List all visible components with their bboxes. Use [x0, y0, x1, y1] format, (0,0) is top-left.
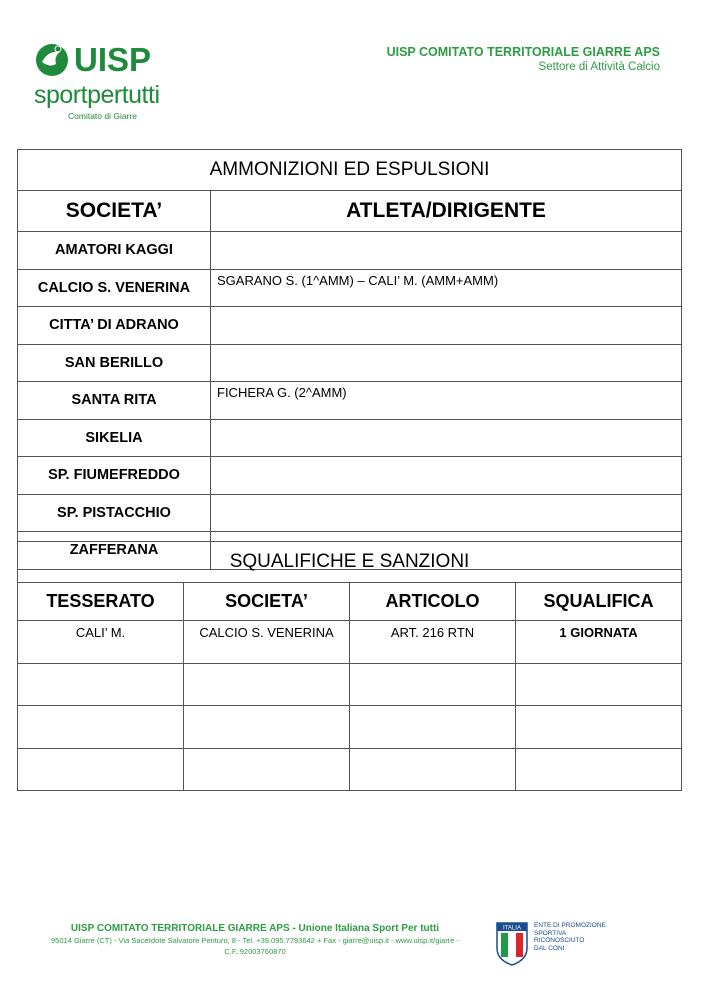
coni-label: ITALIA — [503, 925, 521, 932]
coni-text — [534, 922, 606, 952]
person-cell — [211, 307, 682, 345]
org-sector: Settore di Attività Calcio — [538, 61, 660, 73]
table-row — [18, 307, 682, 345]
article-cell — [350, 748, 516, 791]
team-cell — [184, 706, 350, 749]
table-row — [18, 269, 682, 307]
person-cell — [211, 457, 682, 495]
team-cell: SP. FIUMEFREDDO — [18, 457, 211, 495]
table-row — [18, 621, 682, 664]
table-row — [18, 419, 682, 457]
penalty-cell — [516, 706, 682, 749]
person-cell — [211, 232, 682, 270]
team-cell — [184, 748, 350, 791]
sanctions-title: SQUALIFICHE E SANZIONI — [18, 542, 682, 583]
coni-shield-icon — [496, 922, 528, 966]
team-cell: CALCIO S. VENERINA — [184, 621, 350, 664]
uisp-runner-icon — [34, 42, 70, 78]
sanctions-header-penalty: SQUALIFICA — [516, 583, 682, 621]
team-cell: CITTA’ DI ADRANO — [18, 307, 211, 345]
logo-committee: Comitato di Giarre — [68, 111, 137, 121]
penalty-cell: 1 GIORNATA — [516, 621, 682, 664]
logo-brand: UISP — [74, 41, 152, 78]
org-name: UISP COMITATO TERRITORIALE GIARRE APS — [386, 45, 660, 59]
team-cell: SANTA RITA — [18, 382, 211, 420]
sanctions-header-article: ARTICOLO — [350, 583, 516, 621]
table-row — [18, 232, 682, 270]
team-cell: ZAFFERANA — [18, 532, 211, 570]
team-cell — [184, 663, 350, 706]
warnings-table — [17, 149, 682, 570]
article-cell — [350, 663, 516, 706]
table-row — [18, 706, 682, 749]
warnings-title: AMMONIZIONI ED ESPULSIONI — [18, 150, 682, 191]
member-cell: CALI’ M. — [18, 621, 184, 664]
organization-header — [387, 44, 660, 75]
page-footer — [30, 922, 480, 957]
person-cell — [211, 344, 682, 382]
coni-text-line: DAL CONI — [534, 944, 565, 952]
sanctions-table — [17, 541, 682, 791]
member-cell — [18, 748, 184, 791]
uisp-logo — [32, 40, 182, 126]
sanctions-header-team: SOCIETA’ — [184, 583, 350, 621]
team-cell: SP. PISTACCHIO — [18, 494, 211, 532]
table-row — [18, 494, 682, 532]
member-cell — [18, 663, 184, 706]
team-cell: AMATORI KAGGI — [18, 232, 211, 270]
table-row — [18, 344, 682, 382]
person-cell: FICHERA G. (2^AMM) — [211, 382, 682, 420]
team-cell: SIKELIA — [18, 419, 211, 457]
warnings-header-team: SOCIETA’ — [18, 191, 211, 232]
person-cell — [211, 494, 682, 532]
table-row — [18, 457, 682, 495]
table-row — [18, 663, 682, 706]
footer-org-line: UISP COMITATO TERRITORIALE GIARRE APS - Unione Italiana Sport Per tutti — [70, 923, 440, 934]
penalty-cell — [516, 663, 682, 706]
penalty-cell — [516, 748, 682, 791]
table-row — [18, 382, 682, 420]
footer-address-line: 95014 Giarre (CT) - Via Sacerdote Salvatore Penturo, 8 - Tel. +39.095.7793642 + Fax - giarre@uisp.it - www.uisp.it/giarre - C.F.:92003760870 — [51, 936, 459, 956]
article-cell — [350, 706, 516, 749]
person-cell — [211, 419, 682, 457]
coni-text-line: ENTE DI PROMOZIONE — [534, 922, 606, 929]
warnings-header-person: ATLETA/DIRIGENTE — [211, 191, 682, 232]
team-cell: CALCIO S. VENERINA — [18, 269, 211, 307]
logo-tagline: sportpertutti — [34, 81, 160, 109]
coni-badge — [496, 922, 616, 970]
table-row — [18, 748, 682, 791]
coni-text-line: SPORTIVA — [534, 929, 567, 937]
article-cell: ART. 216 RTN — [350, 621, 516, 664]
person-cell: SGARANO S. (1^AMM) – CALI’ M. (AMM+AMM) — [211, 269, 682, 307]
sanctions-header-member: TESSERATO — [18, 583, 184, 621]
team-cell: SAN BERILLO — [18, 344, 211, 382]
coni-text-line: RICONOSCIUTO — [534, 937, 585, 944]
member-cell — [18, 706, 184, 749]
